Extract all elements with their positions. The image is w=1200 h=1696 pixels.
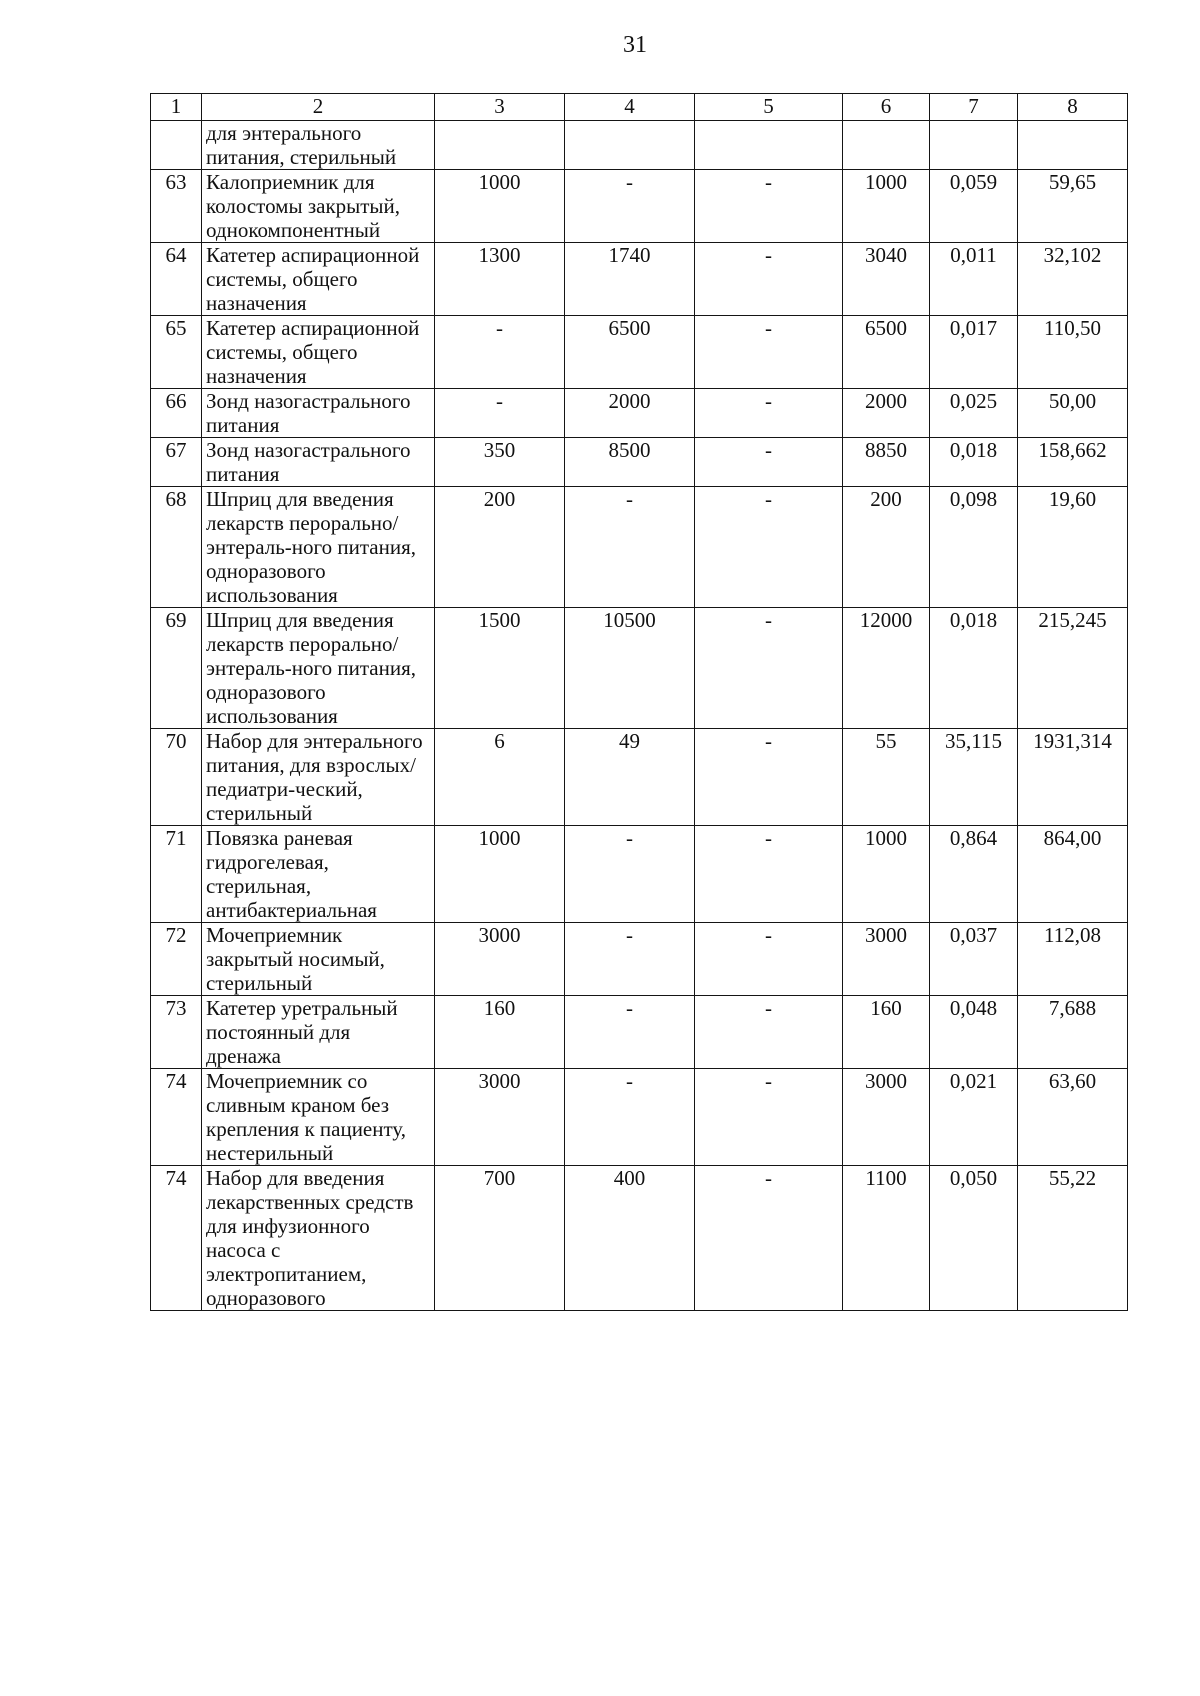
cell-c4: - <box>565 923 695 996</box>
cell-c5: - <box>695 316 843 389</box>
col-header-1: 1 <box>151 94 202 121</box>
cell-c4: 6500 <box>565 316 695 389</box>
table-row <box>151 608 1128 729</box>
cell-c8: 50,00 <box>1018 389 1128 438</box>
cell-c5: - <box>695 170 843 243</box>
cell-c6: 1100 <box>843 1166 930 1311</box>
cell-c5: - <box>695 438 843 487</box>
item-name: Набор для энтерального питания, для взрослых/педиатри-ческий, стерильный <box>202 729 435 826</box>
col-header-6: 6 <box>843 94 930 121</box>
cell-c4: 1740 <box>565 243 695 316</box>
col-header-5: 5 <box>695 94 843 121</box>
cell-c7: 0,018 <box>930 608 1018 729</box>
cell-c8: 32,102 <box>1018 243 1128 316</box>
table-row <box>151 438 1128 487</box>
cell-c4: - <box>565 826 695 923</box>
page-number: 31 <box>623 32 647 58</box>
cell-c8: 110,50 <box>1018 316 1128 389</box>
cell-c8: 1931,314 <box>1018 729 1128 826</box>
cell-c5: - <box>695 729 843 826</box>
cell-c5: - <box>695 923 843 996</box>
item-name: Мочеприемник со сливным краном без крепления к пациенту, нестерильный <box>202 1069 435 1166</box>
cell-c4: - <box>565 487 695 608</box>
cell-c5: - <box>695 996 843 1069</box>
continued-row-c6 <box>843 121 930 170</box>
cell-c4: - <box>565 170 695 243</box>
cell-c5: - <box>695 608 843 729</box>
cell-c3: 200 <box>435 487 565 608</box>
cell-c7: 0,017 <box>930 316 1018 389</box>
table-row <box>151 170 1128 243</box>
header-row <box>151 94 1128 121</box>
cell-c6: 1000 <box>843 826 930 923</box>
cell-c6: 3000 <box>843 1069 930 1166</box>
cell-c3: 1500 <box>435 608 565 729</box>
item-name: Катетер аспирационной системы, общего назначения <box>202 243 435 316</box>
row-number: 72 <box>151 923 202 996</box>
cell-c5: - <box>695 243 843 316</box>
cell-c3: 350 <box>435 438 565 487</box>
cell-c7: 0,864 <box>930 826 1018 923</box>
continued-row-c3 <box>435 121 565 170</box>
cell-c7: 0,050 <box>930 1166 1018 1311</box>
cell-c4: - <box>565 996 695 1069</box>
cell-c7: 0,018 <box>930 438 1018 487</box>
table-row <box>151 316 1128 389</box>
item-name: Шприц для введения лекарств перорально/энтераль-ного питания, одноразового использования <box>202 608 435 729</box>
cell-c3: 700 <box>435 1166 565 1311</box>
col-header-7: 7 <box>930 94 1018 121</box>
cell-c8: 112,08 <box>1018 923 1128 996</box>
cell-c7: 0,025 <box>930 389 1018 438</box>
row-number: 69 <box>151 608 202 729</box>
cell-c5: - <box>695 389 843 438</box>
cell-c3: 3000 <box>435 923 565 996</box>
continued-row-name: для энтерального питания, стерильный <box>202 121 435 170</box>
row-number: 70 <box>151 729 202 826</box>
col-header-4: 4 <box>565 94 695 121</box>
cell-c7: 35,115 <box>930 729 1018 826</box>
item-name: Зонд назогастрального питания <box>202 438 435 487</box>
cell-c6: 3040 <box>843 243 930 316</box>
cell-c8: 63,60 <box>1018 1069 1128 1166</box>
cell-c6: 12000 <box>843 608 930 729</box>
item-name: Повязка раневая гидрогелевая, стерильная, антибактериальная <box>202 826 435 923</box>
col-header-8: 8 <box>1018 94 1128 121</box>
cell-c8: 158,662 <box>1018 438 1128 487</box>
cell-c6: 6500 <box>843 316 930 389</box>
col-header-3: 3 <box>435 94 565 121</box>
row-number: 68 <box>151 487 202 608</box>
row-number: 74 <box>151 1166 202 1311</box>
row-number: 63 <box>151 170 202 243</box>
continued-row <box>151 121 1128 170</box>
cell-c5: - <box>695 826 843 923</box>
table-row <box>151 729 1128 826</box>
col-header-2: 2 <box>202 94 435 121</box>
cell-c5: - <box>695 487 843 608</box>
cell-c6: 3000 <box>843 923 930 996</box>
item-name: Катетер уретральный постоянный для дренажа <box>202 996 435 1069</box>
table-row <box>151 826 1128 923</box>
row-number: 74 <box>151 1069 202 1166</box>
row-number: 67 <box>151 438 202 487</box>
cell-c3: 160 <box>435 996 565 1069</box>
items-table <box>150 93 1128 1311</box>
table-row <box>151 1069 1128 1166</box>
cell-c4: 400 <box>565 1166 695 1311</box>
cell-c8: 55,22 <box>1018 1166 1128 1311</box>
row-number: 71 <box>151 826 202 923</box>
continued-row-no <box>151 121 202 170</box>
table-row <box>151 389 1128 438</box>
cell-c4: 2000 <box>565 389 695 438</box>
cell-c8: 19,60 <box>1018 487 1128 608</box>
table-row <box>151 243 1128 316</box>
continued-row-c7 <box>930 121 1018 170</box>
cell-c4: 49 <box>565 729 695 826</box>
row-number: 65 <box>151 316 202 389</box>
table-row <box>151 996 1128 1069</box>
item-name: Набор для введения лекарственных средств для инфузионного насоса с электропитанием, одноразового <box>202 1166 435 1311</box>
cell-c5: - <box>695 1069 843 1166</box>
cell-c6: 160 <box>843 996 930 1069</box>
table-row <box>151 923 1128 996</box>
cell-c6: 55 <box>843 729 930 826</box>
row-number: 73 <box>151 996 202 1069</box>
cell-c3: 6 <box>435 729 565 826</box>
cell-c3: - <box>435 316 565 389</box>
continued-row-c8 <box>1018 121 1128 170</box>
cell-c8: 7,688 <box>1018 996 1128 1069</box>
cell-c6: 1000 <box>843 170 930 243</box>
cell-c7: 0,048 <box>930 996 1018 1069</box>
cell-c3: 1000 <box>435 826 565 923</box>
cell-c4: 8500 <box>565 438 695 487</box>
item-name: Зонд назогастрального питания <box>202 389 435 438</box>
cell-c6: 2000 <box>843 389 930 438</box>
cell-c8: 59,65 <box>1018 170 1128 243</box>
table-row <box>151 1166 1128 1311</box>
item-name: Шприц для введения лекарств перорально/энтераль-ного питания, одноразового использования <box>202 487 435 608</box>
cell-c7: 0,098 <box>930 487 1018 608</box>
item-name: Катетер аспирационной системы, общего назначения <box>202 316 435 389</box>
row-number: 66 <box>151 389 202 438</box>
cell-c3: 3000 <box>435 1069 565 1166</box>
cell-c7: 0,011 <box>930 243 1018 316</box>
cell-c3: 1000 <box>435 170 565 243</box>
cell-c7: 0,021 <box>930 1069 1018 1166</box>
cell-c6: 8850 <box>843 438 930 487</box>
item-name: Калоприемник для колостомы закрытый, однокомпонентный <box>202 170 435 243</box>
item-name: Мочеприемник закрытый носимый, стерильный <box>202 923 435 996</box>
cell-c3: 1300 <box>435 243 565 316</box>
row-number: 64 <box>151 243 202 316</box>
cell-c6: 200 <box>843 487 930 608</box>
table-row <box>151 487 1128 608</box>
cell-c8: 215,245 <box>1018 608 1128 729</box>
continued-row-c4 <box>565 121 695 170</box>
cell-c7: 0,037 <box>930 923 1018 996</box>
cell-c5: - <box>695 1166 843 1311</box>
cell-c3: - <box>435 389 565 438</box>
cell-c7: 0,059 <box>930 170 1018 243</box>
continued-row-c5 <box>695 121 843 170</box>
cell-c4: - <box>565 1069 695 1166</box>
cell-c8: 864,00 <box>1018 826 1128 923</box>
cell-c4: 10500 <box>565 608 695 729</box>
